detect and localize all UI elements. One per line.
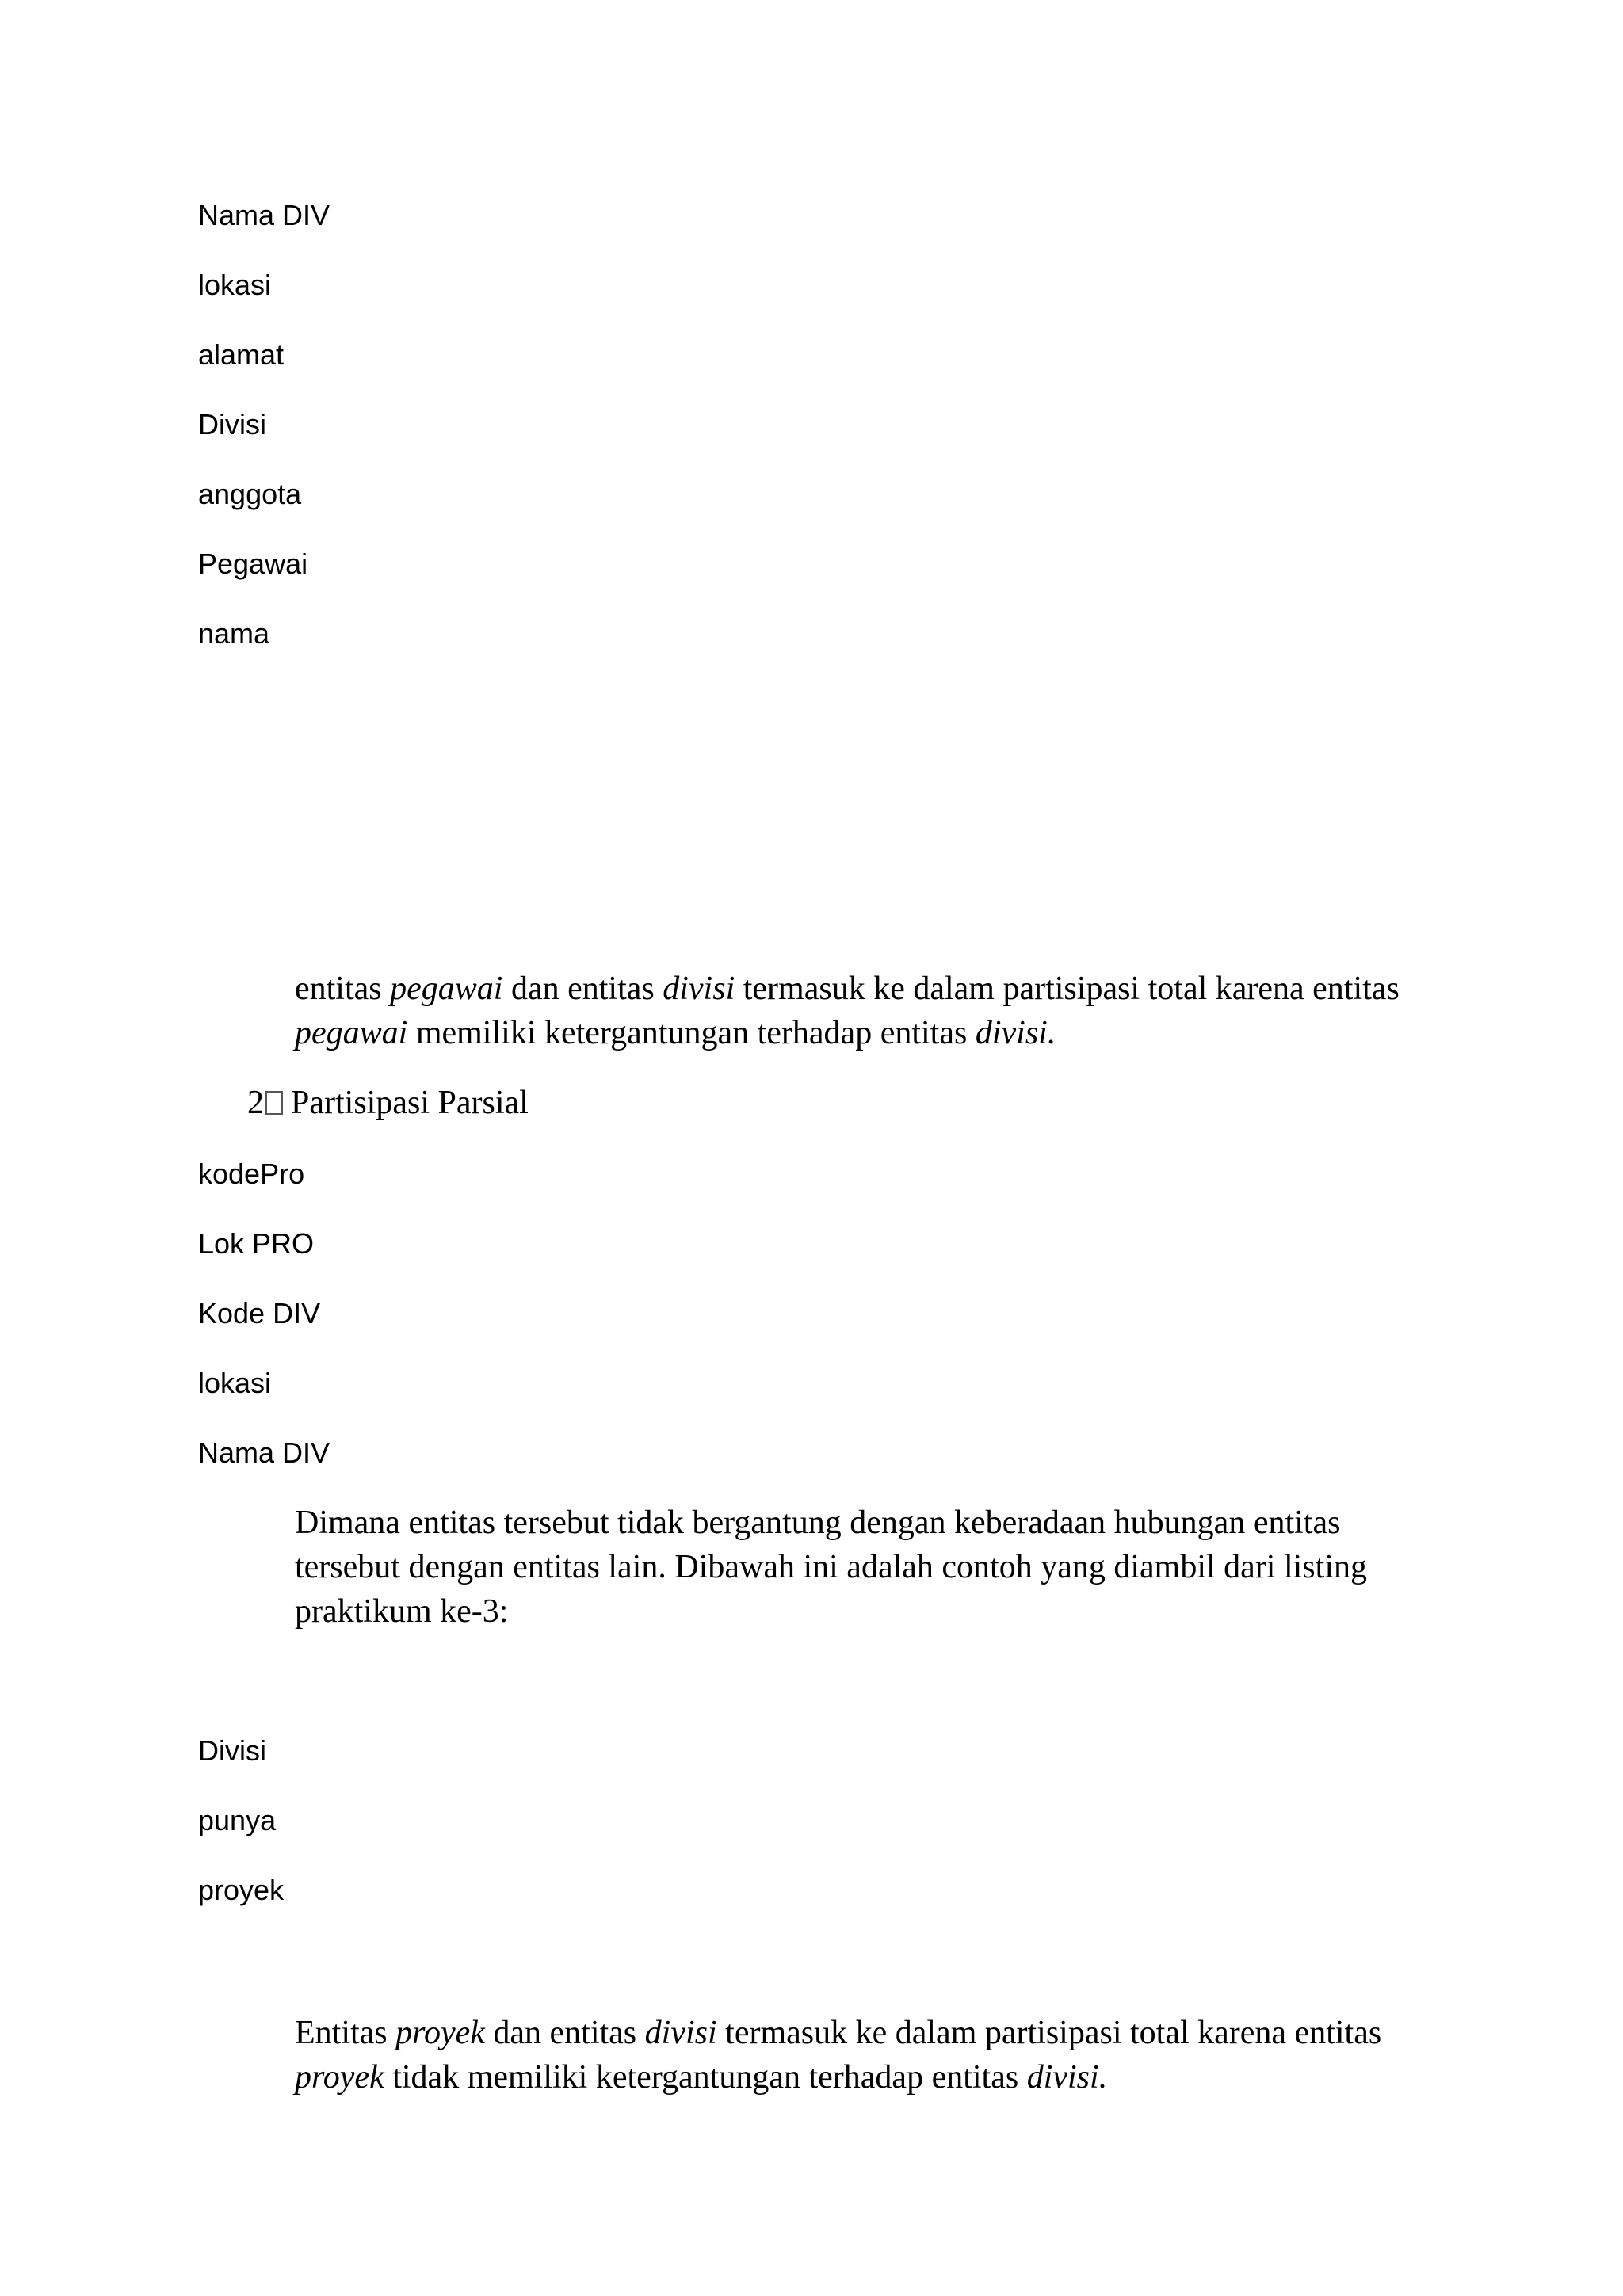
diagram-label: nama bbox=[198, 617, 270, 650]
italic-term: proyek bbox=[295, 2059, 384, 2096]
paragraph-total-participation-pegawai bbox=[295, 967, 1420, 1055]
diagram-label: anggota bbox=[198, 478, 302, 510]
diagram-label: Lok PRO bbox=[198, 1227, 315, 1260]
text-run: entitas bbox=[295, 971, 391, 1007]
text-run: termasuk ke dalam partisipasi total karena entitas bbox=[735, 971, 1400, 1007]
text-run: termasuk ke dalam partisipasi total karena entitas bbox=[716, 2015, 1382, 2051]
diagram-label: lokasi bbox=[198, 1367, 272, 1399]
italic-term: pegawai bbox=[295, 1015, 408, 1051]
diagram-label: Nama DIV bbox=[198, 1436, 330, 1469]
italic-term: divisi bbox=[663, 971, 735, 1007]
diagram-label: alamat bbox=[198, 338, 285, 371]
diagram-label: Kode DIV bbox=[198, 1297, 321, 1329]
diagram-label: kodePro bbox=[198, 1158, 305, 1190]
text-run: memiliki ketergantungan terhadap entitas bbox=[407, 1015, 976, 1051]
diagram-label: Pegawai bbox=[198, 547, 308, 580]
text-run: Entitas bbox=[295, 2015, 396, 2051]
diagram-label: Divisi bbox=[198, 408, 266, 441]
diagram-label: proyek bbox=[198, 1874, 285, 1906]
list-item-heading bbox=[247, 1081, 529, 1125]
italic-term: divisi bbox=[644, 2015, 717, 2051]
missing-glyph-icon bbox=[265, 1091, 283, 1115]
italic-term: divisi. bbox=[1026, 2059, 1108, 2096]
list-number: 2 bbox=[247, 1085, 264, 1121]
paragraph-participation-proyek bbox=[295, 2011, 1420, 2100]
italic-term: pegawai bbox=[390, 971, 503, 1007]
text-run: dan entitas bbox=[484, 2015, 645, 2051]
text-run: tidak memiliki ketergantungan terhadap entitas bbox=[384, 2059, 1027, 2096]
diagram-label: lokasi bbox=[198, 269, 272, 301]
text-run: dan entitas bbox=[502, 971, 663, 1007]
diagram-label: Divisi bbox=[198, 1734, 266, 1767]
paragraph-partial-participation: Dimana entitas tersebut tidak bergantung dengan keberadaan hubungan entitas tersebut dengan entitas lain. Dibawah ini adalah contoh yang diambil dari listing praktikum ke-3: bbox=[295, 1505, 1367, 1630]
list-item-title: Partisipasi Parsial bbox=[291, 1085, 529, 1121]
italic-term: divisi. bbox=[975, 1015, 1056, 1051]
diagram-label: Nama DIV bbox=[198, 199, 330, 231]
italic-term: proyek bbox=[395, 2015, 485, 2051]
diagram-label: punya bbox=[198, 1804, 277, 1836]
